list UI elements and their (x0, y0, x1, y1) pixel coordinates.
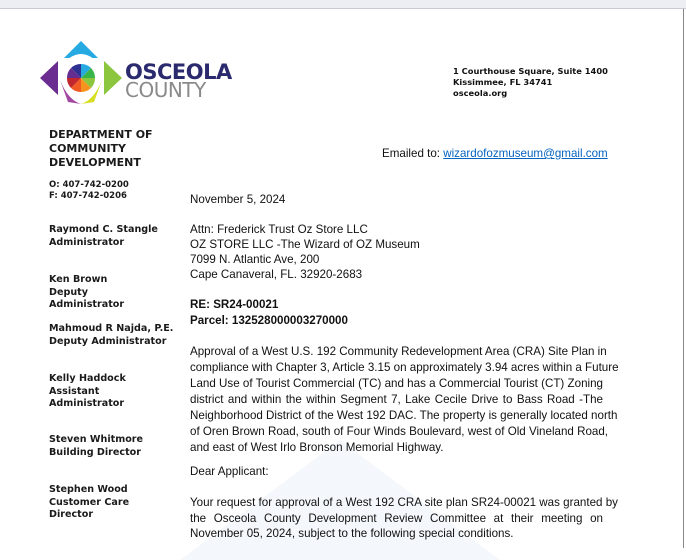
department-line: DEPARTMENT OF (49, 128, 153, 141)
emailed-label: Emailed to: (382, 147, 444, 160)
paragraph-line: Your request for approval of a West 192 CRA site plan SR24-00021 was granted by (190, 496, 618, 509)
phone-number: O: 407-742-0200 (49, 180, 129, 190)
staff-name: Raymond C. Stangle (49, 224, 158, 235)
logo-text-county: COUNTY (125, 78, 206, 102)
staff-title: Building Director (49, 446, 141, 458)
paragraph-line: compliance with Chapter 3, Article 3.15 on approximately 3.94 acres within a Future (190, 361, 619, 374)
department-name (49, 128, 153, 170)
fax-number: F: 407-742-0206 (49, 191, 127, 201)
staff-name: Mahmoud R Najda, P.E. (49, 323, 174, 334)
staff-title: Assistant (49, 385, 100, 397)
staff-entry (49, 373, 126, 411)
staff-entry (49, 274, 124, 312)
staff-title: Administrator (49, 398, 125, 409)
address-line: 1 Courthouse Square, Suite 1400 (453, 66, 608, 76)
recipient-line: OZ STORE LLC -The Wizard of OZ Museum (190, 238, 420, 251)
letter-date: November 5, 2024 (190, 193, 286, 206)
staff-name: Steven Whitmore (49, 434, 144, 445)
emailed-to (382, 147, 608, 160)
email-link[interactable]: wizardofozmuseum@gmail.com (443, 147, 608, 160)
paragraph-line: the Osceola County Development Review Committee at their meeting on (190, 511, 603, 525)
recipient-line: Cape Canaveral, FL. 32920-2683 (190, 268, 363, 281)
paragraph-line: Neighborhood District of the West 192 DAC. The property is generally located north (190, 409, 618, 422)
contact-numbers (49, 180, 129, 202)
paragraph-line: of Oren Brown Road, south of Four Winds Boulevard, west of Old Vineland Road, (190, 425, 609, 438)
staff-title: Administrator (49, 299, 125, 310)
salutation: Dear Applicant: (190, 465, 269, 478)
department-line: DEVELOPMENT (49, 156, 141, 169)
recipient-line: Attn: Frederick Trust Oz Store LLC (190, 223, 368, 236)
office-address (453, 66, 608, 99)
department-line: COMMUNITY (49, 142, 127, 155)
viewer-toolbar (0, 0, 686, 9)
staff-title: Deputy Administrator (49, 335, 167, 347)
staff-name: Kelly Haddock (49, 373, 126, 384)
paragraph-line: Land Use of Tourist Commercial (TC) and has a Commercial Tourist (CT) Zoning (190, 377, 603, 390)
parcel-line: Parcel: 132528000003270000 (190, 314, 348, 327)
website: osceola.org (453, 88, 508, 98)
address-line: Kissimmee, FL 34741 (453, 77, 553, 87)
re-line: RE: SR24-00021 (190, 298, 279, 311)
paragraph-line: Approval of a West U.S. 192 Community Redevelopment Area (CRA) Site Plan in (190, 345, 607, 358)
staff-name: Ken Brown (49, 274, 108, 285)
staff-name: Stephen Wood (49, 484, 128, 495)
reference-block (190, 297, 348, 329)
paragraph-line: district and within the within Segment 7, Lake Cecile Drive to Bass Road -The (190, 393, 603, 406)
recipient-line: 7099 N. Atlantic Ave, 200 (190, 253, 320, 266)
paragraph-approval (190, 495, 618, 542)
staff-title: Administrator (49, 236, 125, 248)
paragraph-line: and east of West Irlo Bronson Memorial Highway. (190, 441, 444, 454)
staff-entry (49, 323, 173, 348)
staff-title: Customer Care (49, 496, 130, 508)
staff-entry (49, 434, 143, 459)
staff-entry (49, 224, 158, 249)
staff-entry (49, 484, 129, 522)
paragraph-line: November 05, 2024, subject to the following special conditions. (190, 527, 514, 540)
recipient-block (190, 222, 420, 282)
staff-title: Deputy (49, 286, 89, 298)
osceola-logo-icon (38, 40, 124, 106)
logo-text-osceola: OSCEOLA (125, 60, 232, 84)
paragraph-description (190, 344, 619, 456)
staff-title: Director (49, 509, 94, 520)
